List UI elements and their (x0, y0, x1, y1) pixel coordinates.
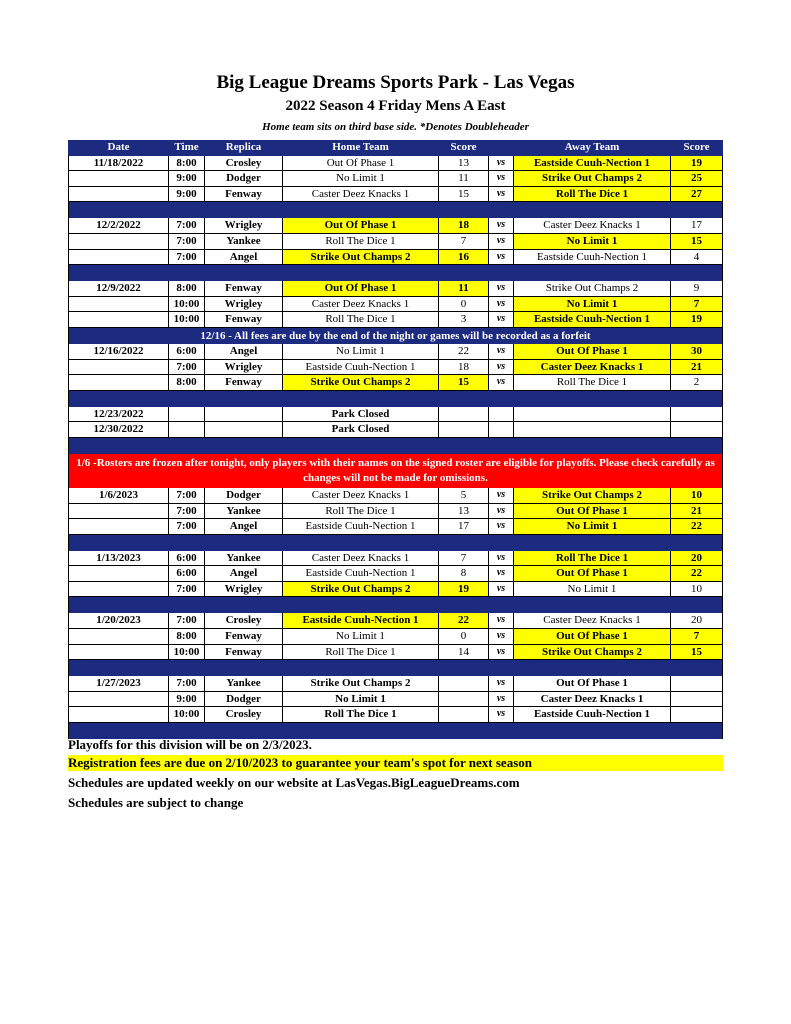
table-row (68, 707, 723, 723)
date-cell: 12/30/2022 (68, 422, 168, 438)
away-team-cell: Strike Out Champs 2 (513, 171, 670, 187)
header-away-score: Score (670, 140, 723, 156)
table-row (68, 422, 723, 438)
home-score-cell: 11 (438, 171, 488, 187)
date-cell (68, 360, 168, 376)
away-score-cell: 15 (670, 234, 723, 250)
time-cell: 7:00 (168, 250, 204, 266)
away-score-cell: 22 (670, 519, 723, 535)
date-cell (68, 297, 168, 313)
time-cell: 7:00 (168, 488, 204, 504)
week-separator (68, 391, 723, 407)
away-score-cell: 20 (670, 551, 723, 567)
date-cell: 1/13/2023 (68, 551, 168, 567)
home-team-cell: Strike Out Champs 2 (282, 582, 438, 598)
home-team-cell: Eastside Cuuh-Nection 1 (282, 566, 438, 582)
table-row (68, 488, 723, 504)
vs-cell: vs (488, 375, 513, 391)
away-score-cell: 20 (670, 613, 723, 629)
away-team-cell: Out Of Phase 1 (513, 504, 670, 520)
week-separator (68, 535, 723, 551)
away-team-cell: Roll The Dice 1 (513, 187, 670, 203)
away-team-cell: Caster Deez Knacks 1 (513, 613, 670, 629)
table-row (68, 582, 723, 598)
header-home-team: Home Team (282, 140, 438, 156)
vs-cell: vs (488, 360, 513, 376)
time-cell: 6:00 (168, 566, 204, 582)
home-score-cell: 8 (438, 566, 488, 582)
away-score-cell: 21 (670, 360, 723, 376)
date-cell: 12/23/2022 (68, 407, 168, 423)
time-cell: 7:00 (168, 504, 204, 520)
home-team-cell: Eastside Cuuh-Nection 1 (282, 519, 438, 535)
table-row (68, 676, 723, 692)
home-score-cell: 18 (438, 360, 488, 376)
away-score-cell: 30 (670, 344, 723, 360)
away-score-cell (670, 422, 723, 438)
table-row (68, 218, 723, 234)
change-note: Schedules are subject to change (68, 795, 244, 810)
replica-cell: Wrigley (204, 360, 282, 376)
home-score-cell: 7 (438, 234, 488, 250)
away-score-cell: 25 (670, 171, 723, 187)
home-score-cell (438, 692, 488, 708)
table-row (68, 250, 723, 266)
time-cell: 10:00 (168, 707, 204, 723)
table-row (68, 566, 723, 582)
away-team-cell: Eastside Cuuh-Nection 1 (513, 156, 670, 172)
away-score-cell: 19 (670, 312, 723, 328)
date-cell (68, 375, 168, 391)
time-cell: 6:00 (168, 344, 204, 360)
replica-cell (204, 422, 282, 438)
date-cell (68, 629, 168, 645)
time-cell: 10:00 (168, 312, 204, 328)
home-score-cell: 0 (438, 297, 488, 313)
home-team-cell: Roll The Dice 1 (282, 504, 438, 520)
home-team-cell: Out Of Phase 1 (282, 281, 438, 297)
table-row (68, 312, 723, 328)
away-score-cell (670, 407, 723, 423)
vs-cell: vs (488, 645, 513, 661)
home-team-cell: Strike Out Champs 2 (282, 375, 438, 391)
away-score-cell: 22 (670, 566, 723, 582)
home-score-cell: 22 (438, 613, 488, 629)
header-replica: Replica (204, 140, 282, 156)
table-row (68, 629, 723, 645)
replica-cell: Dodger (204, 488, 282, 504)
away-team-cell: Out Of Phase 1 (513, 629, 670, 645)
playoffs-note: Playoffs for this division will be on 2/3/2023. (68, 737, 312, 752)
time-cell: 7:00 (168, 234, 204, 250)
replica-cell: Angel (204, 250, 282, 266)
home-score-cell: 15 (438, 187, 488, 203)
time-cell: 9:00 (168, 692, 204, 708)
vs-cell: vs (488, 187, 513, 203)
away-team-cell: Roll The Dice 1 (513, 551, 670, 567)
table-header (68, 140, 723, 156)
week-separator (68, 265, 723, 281)
away-score-cell: 17 (670, 218, 723, 234)
time-cell: 8:00 (168, 629, 204, 645)
roster-alert: 1/6 -Rosters are frozen after tonight, only players with their names on the signed roster are eligible for playoffs. Please check carefully as changes will not be made for omissions. (68, 454, 723, 488)
date-cell (68, 566, 168, 582)
page-title: Big League Dreams Sports Park - Las Vegas (216, 72, 575, 93)
time-cell: 8:00 (168, 156, 204, 172)
header-date: Date (68, 140, 168, 156)
date-cell (68, 250, 168, 266)
table-row (68, 171, 723, 187)
time-cell (168, 422, 204, 438)
date-cell (68, 234, 168, 250)
replica-cell: Angel (204, 344, 282, 360)
date-cell: 12/16/2022 (68, 344, 168, 360)
replica-cell: Angel (204, 566, 282, 582)
table-row (68, 504, 723, 520)
header-time: Time (168, 140, 204, 156)
replica-cell: Crosley (204, 613, 282, 629)
date-cell: 1/27/2023 (68, 676, 168, 692)
date-cell (68, 171, 168, 187)
replica-cell: Fenway (204, 645, 282, 661)
vs-cell: vs (488, 312, 513, 328)
home-score-cell (438, 707, 488, 723)
vs-cell: vs (488, 218, 513, 234)
replica-cell: Fenway (204, 375, 282, 391)
away-score-cell: 15 (670, 645, 723, 661)
vs-cell: vs (488, 551, 513, 567)
away-team-cell: No Limit 1 (513, 519, 670, 535)
home-score-cell: 3 (438, 312, 488, 328)
date-cell (68, 519, 168, 535)
website-note: Schedules are updated weekly on our website at LasVegas.BigLeagueDreams.com (68, 775, 520, 790)
away-team-cell: Eastside Cuuh-Nection 1 (513, 312, 670, 328)
home-team-cell: Caster Deez Knacks 1 (282, 488, 438, 504)
home-team-cell: No Limit 1 (282, 629, 438, 645)
home-score-cell: 7 (438, 551, 488, 567)
table-row (68, 519, 723, 535)
home-team-cell: No Limit 1 (282, 344, 438, 360)
week-separator (68, 438, 723, 454)
replica-cell (204, 407, 282, 423)
header-home-score: Score (438, 140, 488, 156)
replica-cell: Dodger (204, 171, 282, 187)
replica-cell: Angel (204, 519, 282, 535)
vs-cell: vs (488, 566, 513, 582)
schedule-note: Home team sits on third base side. *Denotes Doubleheader (262, 121, 529, 133)
home-score-cell (438, 422, 488, 438)
vs-cell: vs (488, 629, 513, 645)
away-team-cell: Eastside Cuuh-Nection 1 (513, 250, 670, 266)
table-row (68, 375, 723, 391)
fees-banner: 12/16 - All fees are due by the end of the night or games will be recorded as a forfeit (68, 328, 723, 344)
home-team-cell: Roll The Dice 1 (282, 312, 438, 328)
time-cell: 7:00 (168, 218, 204, 234)
table-row (68, 551, 723, 567)
vs-cell: vs (488, 171, 513, 187)
away-team-cell: Strike Out Champs 2 (513, 645, 670, 661)
away-team-cell: Out Of Phase 1 (513, 676, 670, 692)
replica-cell: Fenway (204, 281, 282, 297)
away-score-cell: 2 (670, 375, 723, 391)
away-team-cell (513, 422, 670, 438)
away-score-cell: 10 (670, 582, 723, 598)
date-cell (68, 645, 168, 661)
fees-note: Registration fees are due on 2/10/2023 to guarantee your team's spot for next season (68, 755, 723, 771)
table-row (68, 645, 723, 661)
home-team-cell: Strike Out Champs 2 (282, 676, 438, 692)
away-team-cell: No Limit 1 (513, 582, 670, 598)
replica-cell: Fenway (204, 312, 282, 328)
table-row (68, 156, 723, 172)
week-separator (68, 202, 723, 218)
date-cell (68, 187, 168, 203)
time-cell: 7:00 (168, 676, 204, 692)
away-team-cell: Out Of Phase 1 (513, 566, 670, 582)
table-body (68, 156, 723, 739)
home-score-cell: 0 (438, 629, 488, 645)
date-cell: 11/18/2022 (68, 156, 168, 172)
away-team-cell: Caster Deez Knacks 1 (513, 218, 670, 234)
away-team-cell (513, 407, 670, 423)
home-score-cell (438, 676, 488, 692)
time-cell: 9:00 (168, 171, 204, 187)
home-team-cell: Out Of Phase 1 (282, 156, 438, 172)
date-cell: 1/20/2023 (68, 613, 168, 629)
home-team-cell: Roll The Dice 1 (282, 234, 438, 250)
week-separator (68, 597, 723, 613)
vs-cell: vs (488, 488, 513, 504)
home-team-cell: No Limit 1 (282, 171, 438, 187)
home-score-cell: 5 (438, 488, 488, 504)
date-cell (68, 312, 168, 328)
header-away-team: Away Team (513, 140, 670, 156)
home-score-cell: 18 (438, 218, 488, 234)
home-team-cell: Roll The Dice 1 (282, 645, 438, 661)
vs-cell: vs (488, 519, 513, 535)
away-score-cell: 21 (670, 504, 723, 520)
date-cell (68, 504, 168, 520)
time-cell: 10:00 (168, 645, 204, 661)
away-team-cell: Strike Out Champs 2 (513, 488, 670, 504)
vs-cell (488, 407, 513, 423)
away-score-cell: 4 (670, 250, 723, 266)
table-row (68, 360, 723, 376)
home-score-cell: 11 (438, 281, 488, 297)
time-cell: 7:00 (168, 519, 204, 535)
away-score-cell (670, 707, 723, 723)
away-score-cell: 27 (670, 187, 723, 203)
replica-cell: Yankee (204, 234, 282, 250)
date-cell: 12/2/2022 (68, 218, 168, 234)
away-score-cell (670, 692, 723, 708)
date-cell (68, 707, 168, 723)
vs-cell: vs (488, 504, 513, 520)
time-cell: 6:00 (168, 551, 204, 567)
home-team-cell: Eastside Cuuh-Nection 1 (282, 613, 438, 629)
replica-cell: Yankee (204, 676, 282, 692)
time-cell: 8:00 (168, 375, 204, 391)
home-team-cell: Roll The Dice 1 (282, 707, 438, 723)
away-score-cell: 19 (670, 156, 723, 172)
date-cell: 1/6/2023 (68, 488, 168, 504)
home-score-cell (438, 407, 488, 423)
home-team-cell: No Limit 1 (282, 692, 438, 708)
home-score-cell: 22 (438, 344, 488, 360)
date-cell (68, 582, 168, 598)
away-team-cell: No Limit 1 (513, 234, 670, 250)
vs-cell: vs (488, 707, 513, 723)
replica-cell: Wrigley (204, 218, 282, 234)
away-team-cell: Out Of Phase 1 (513, 344, 670, 360)
home-score-cell: 13 (438, 156, 488, 172)
replica-cell: Crosley (204, 707, 282, 723)
vs-cell: vs (488, 234, 513, 250)
away-team-cell: Caster Deez Knacks 1 (513, 692, 670, 708)
time-cell: 7:00 (168, 582, 204, 598)
away-score-cell: 10 (670, 488, 723, 504)
replica-cell: Dodger (204, 692, 282, 708)
table-row (68, 613, 723, 629)
away-score-cell: 7 (670, 297, 723, 313)
replica-cell: Fenway (204, 629, 282, 645)
home-team-cell: Caster Deez Knacks 1 (282, 297, 438, 313)
home-team-cell: Strike Out Champs 2 (282, 250, 438, 266)
time-cell: 7:00 (168, 613, 204, 629)
home-score-cell: 15 (438, 375, 488, 391)
vs-cell (488, 422, 513, 438)
table-row (68, 344, 723, 360)
vs-cell: vs (488, 250, 513, 266)
home-score-cell: 13 (438, 504, 488, 520)
replica-cell: Yankee (204, 504, 282, 520)
home-team-cell: Park Closed (282, 422, 438, 438)
home-team-cell: Caster Deez Knacks 1 (282, 551, 438, 567)
date-cell (68, 692, 168, 708)
away-team-cell: Roll The Dice 1 (513, 375, 670, 391)
replica-cell: Wrigley (204, 582, 282, 598)
away-team-cell: Caster Deez Knacks 1 (513, 360, 670, 376)
away-team-cell: No Limit 1 (513, 297, 670, 313)
table-row (68, 187, 723, 203)
home-team-cell: Caster Deez Knacks 1 (282, 187, 438, 203)
header-vs (488, 140, 513, 156)
vs-cell: vs (488, 281, 513, 297)
home-team-cell: Out Of Phase 1 (282, 218, 438, 234)
table-row (68, 281, 723, 297)
vs-cell: vs (488, 344, 513, 360)
home-team-cell: Park Closed (282, 407, 438, 423)
time-cell: 9:00 (168, 187, 204, 203)
home-score-cell: 16 (438, 250, 488, 266)
away-team-cell: Eastside Cuuh-Nection 1 (513, 707, 670, 723)
vs-cell: vs (488, 156, 513, 172)
vs-cell: vs (488, 297, 513, 313)
replica-cell: Crosley (204, 156, 282, 172)
vs-cell: vs (488, 582, 513, 598)
time-cell (168, 407, 204, 423)
home-score-cell: 19 (438, 582, 488, 598)
schedule-table (68, 140, 723, 739)
table-row (68, 234, 723, 250)
time-cell: 8:00 (168, 281, 204, 297)
time-cell: 7:00 (168, 360, 204, 376)
away-score-cell: 7 (670, 629, 723, 645)
home-team-cell: Eastside Cuuh-Nection 1 (282, 360, 438, 376)
vs-cell: vs (488, 676, 513, 692)
replica-cell: Yankee (204, 551, 282, 567)
date-cell: 12/9/2022 (68, 281, 168, 297)
home-score-cell: 14 (438, 645, 488, 661)
home-score-cell: 17 (438, 519, 488, 535)
table-row (68, 692, 723, 708)
week-separator (68, 660, 723, 676)
table-row (68, 297, 723, 313)
vs-cell: vs (488, 692, 513, 708)
page-subtitle: 2022 Season 4 Friday Mens A East (285, 98, 506, 114)
away-score-cell: 9 (670, 281, 723, 297)
replica-cell: Fenway (204, 187, 282, 203)
replica-cell: Wrigley (204, 297, 282, 313)
time-cell: 10:00 (168, 297, 204, 313)
vs-cell: vs (488, 613, 513, 629)
away-score-cell (670, 676, 723, 692)
table-row (68, 407, 723, 423)
away-team-cell: Strike Out Champs 2 (513, 281, 670, 297)
